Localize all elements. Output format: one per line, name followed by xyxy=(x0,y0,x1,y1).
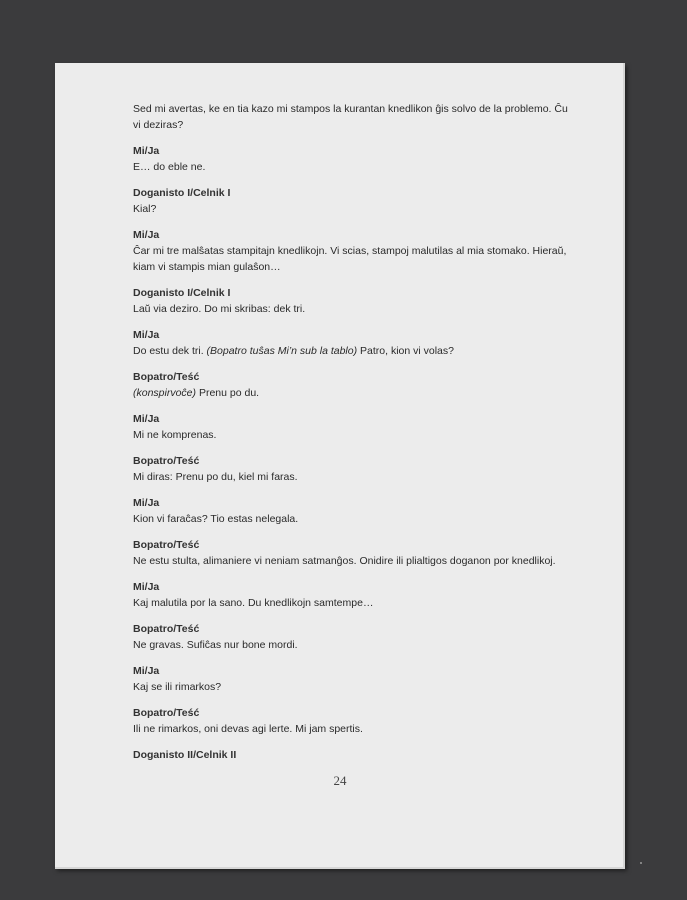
speaker-name: Mi/Ja xyxy=(133,229,160,241)
dialogue-text: Do estu dek tri. xyxy=(133,345,207,357)
dialogue-text: Mi ne komprenas. xyxy=(133,429,217,441)
dialogue-line xyxy=(133,721,573,737)
dialogue-block xyxy=(133,453,573,485)
dialogue-text: Kion vi faraĉas? Tio estas nelegala. xyxy=(133,513,299,525)
speaker-name: Bopatro/Teść xyxy=(133,623,200,635)
speaker-name: Doganisto I/Celnik I xyxy=(133,287,231,299)
dialogue-text: Kaj se ili rimarkos? xyxy=(133,681,222,693)
dialogue-block xyxy=(133,369,573,401)
dialogue-block xyxy=(133,705,573,737)
dialogue-block xyxy=(133,579,573,611)
speaker-name: Bopatro/Teść xyxy=(133,539,200,551)
dialogue-line xyxy=(133,469,573,485)
dialogue-text: Kial? xyxy=(133,203,157,215)
dialogue-line xyxy=(133,343,573,359)
page-number: 24 xyxy=(333,773,347,788)
dialogue-text: Ĉar mi tre malŝatas stampitajn knedlikojn. Vi scias, stampoj malutilas al mia stomako. Hieraŭ, xyxy=(133,245,567,257)
dialogue-text: Ili ne rimarkos, oni devas agi lerte. Mi jam spertis. xyxy=(133,723,363,735)
dialogue-text: vi deziras? xyxy=(133,119,184,131)
dialogue-text: Kaj malutila por la sano. Du knedlikojn samtempe… xyxy=(133,597,374,609)
speaker-name: Doganisto II/Celnik II xyxy=(133,749,237,761)
dialogue-text: Sed mi avertas, ke en tia kazo mi stampos la kurantan knedlikon ĝis solvo de la problemo. Ĉu xyxy=(133,103,568,115)
speaker-name: Mi/Ja xyxy=(133,329,160,341)
dialogue-block xyxy=(133,747,573,763)
dialogue-block xyxy=(133,143,573,175)
stage-direction: (Bopatro tuŝas Mi’n sub la tablo) xyxy=(206,345,358,357)
dialogue-text: Patro, kion vi volas? xyxy=(357,345,454,357)
dialogue-text: Ne estu stulta, alimaniere vi neniam satmanĝos. Onidire ili plialtigos doganon por knedlikoj. xyxy=(133,555,556,567)
speaker-name: Mi/Ja xyxy=(133,665,160,677)
dialogue-block xyxy=(133,495,573,527)
dialogue-line xyxy=(133,101,573,117)
speaker-name: Doganisto I/Celnik I xyxy=(133,187,231,199)
dialogue-line xyxy=(133,301,573,317)
dialogue-block xyxy=(133,621,573,653)
dialogue-line xyxy=(133,427,573,443)
dialogue-line xyxy=(133,117,573,133)
speaker-name: Bopatro/Teść xyxy=(133,707,200,719)
dialogue-line xyxy=(133,595,573,611)
dialogue-line xyxy=(133,201,573,217)
speaker-name: Bopatro/Teść xyxy=(133,371,200,383)
dialogue-block xyxy=(133,101,573,133)
dialogue-line xyxy=(133,637,573,653)
dialogue-line xyxy=(133,679,573,695)
speaker-name: Mi/Ja xyxy=(133,497,160,509)
dialogue-line xyxy=(133,385,573,401)
dialogue-block xyxy=(133,285,573,317)
speaker-name: Mi/Ja xyxy=(133,145,160,157)
dialogue-line xyxy=(133,259,573,275)
speaker-name: Bopatro/Teść xyxy=(133,455,200,467)
dialogue-text: kiam vi stampis mian gulaŝon… xyxy=(133,261,281,273)
dialogue-block xyxy=(133,327,573,359)
dialogue-line xyxy=(133,159,573,175)
dialogue-block xyxy=(133,537,573,569)
stage-direction: (konspirvoĉe) xyxy=(133,387,197,399)
document-page xyxy=(55,63,625,869)
dialogue-block xyxy=(133,663,573,695)
dialogue-line xyxy=(133,511,573,527)
dialogue-text: Mi diras: Prenu po du, kiel mi faras. xyxy=(133,471,298,483)
dust-speck xyxy=(640,862,642,864)
speaker-name: Mi/Ja xyxy=(133,581,160,593)
speaker-name: Mi/Ja xyxy=(133,413,160,425)
dialogue-line xyxy=(133,553,573,569)
dialogue-line xyxy=(133,243,573,259)
dialogue-text: Laŭ via deziro. Do mi skribas: dek tri. xyxy=(133,303,306,315)
dialogue-block xyxy=(133,185,573,217)
dialogue-text: E… do eble ne. xyxy=(133,161,206,173)
dialogue-block xyxy=(133,411,573,443)
dialogue-block xyxy=(133,227,573,275)
dialogue-text: Ne gravas. Sufiĉas nur bone mordi. xyxy=(133,639,298,651)
script-text xyxy=(133,101,573,773)
dialogue-text: Prenu po du. xyxy=(196,387,260,399)
